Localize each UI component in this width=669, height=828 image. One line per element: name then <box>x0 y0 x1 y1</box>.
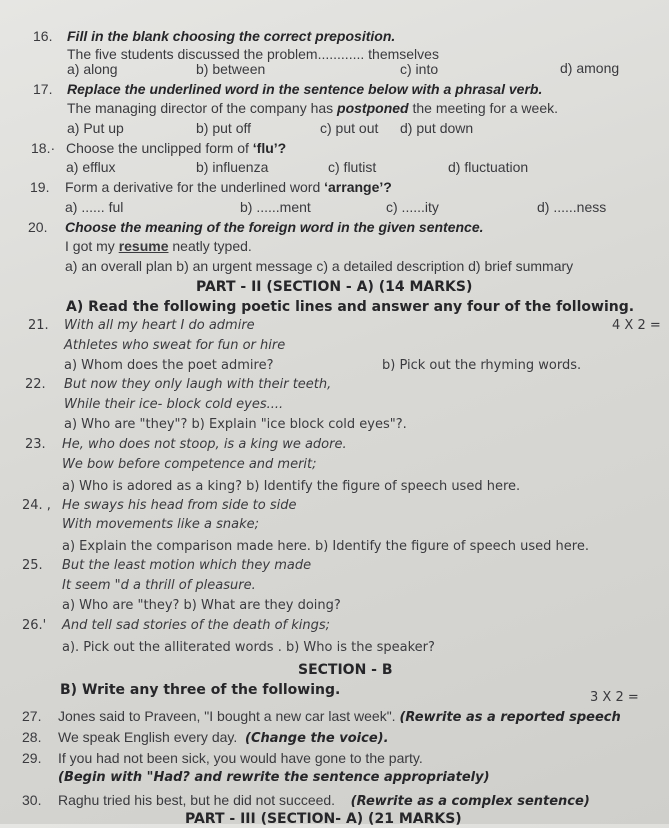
q24-number: 24. , <box>22 498 51 513</box>
section-b-instruction: B) Write any three of the following. <box>60 682 341 698</box>
q29-instruction: (Begin with "Had? and rewrite the sentence appropriately) <box>58 770 490 785</box>
q26-line-1: And tell sad stories of the death of kings; <box>62 618 331 633</box>
q18-number: 18.· <box>31 140 56 156</box>
q17-option-b: b) put off <box>196 120 252 136</box>
q19-prompt: Form a derivative for the underlined word <box>65 179 321 195</box>
q22-questions: a) Who are "they"? b) Explain "ice block cold eyes"?. <box>64 417 407 432</box>
part-2-heading: PART - II (SECTION - A) (14 MARKS) <box>196 279 473 295</box>
q17-option-c: c) put out <box>320 120 379 136</box>
q21-line-1: With all my heart I do admire <box>64 318 255 333</box>
q19-option-d: d) ......ness <box>537 199 607 215</box>
q20-s1: I got my <box>65 238 115 254</box>
q28-line <box>58 728 389 748</box>
q18-word: ‘flu’? <box>252 140 287 156</box>
q24-line-2: With movements like a snake; <box>62 517 260 532</box>
q17-option-d: d) put down <box>400 120 474 136</box>
section-a-instruction: A) Read the following poetic lines and answer any four of the following. <box>66 299 635 315</box>
q19-word: ‘arrange’? <box>324 179 392 195</box>
q21-question-a: a) Whom does the poet admire? <box>64 358 274 373</box>
q29-text: If you had not been sick, you would have gone to the party. <box>58 750 423 766</box>
q19-option-a: a) ...... ful <box>65 199 124 215</box>
q19-number: 19. <box>30 179 50 195</box>
q18-prompt: Choose the unclipped form of <box>66 140 249 156</box>
q30-line <box>58 791 590 811</box>
q19-option-b: b) ......ment <box>240 199 311 215</box>
q19-prompt-line <box>65 178 392 196</box>
q28-number: 28. <box>22 729 42 745</box>
q18-option-d: d) fluctuation <box>448 159 529 175</box>
q16-option-c: c) into <box>400 61 439 77</box>
q24-line-1: He sways his head from side to side <box>62 498 297 513</box>
q17-prompt: Replace the underlined word in the sentence below with a phrasal verb. <box>67 81 543 97</box>
q23-line-2: We bow before competence and merit; <box>62 457 317 472</box>
q20-number: 20. <box>28 219 48 235</box>
q18-option-b: b) influenza <box>196 159 269 175</box>
q30-text: Raghu tried his best, but he did not succeed. <box>58 792 336 808</box>
section-b-marks: 3 X 2 = <box>590 690 639 705</box>
q22-number: 22. <box>25 377 46 392</box>
q21-line-2: Athletes who sweat for fun or hire <box>64 338 286 353</box>
q28-instruction: (Change the voice). <box>245 731 389 746</box>
q18-option-c: c) flutist <box>328 159 377 175</box>
q29-number: 29. <box>22 750 42 766</box>
q30-number: 30. <box>22 792 42 808</box>
q16-option-b: b) between <box>196 61 266 77</box>
q28-text: We speak English every day. <box>58 729 238 745</box>
q23-number: 23. <box>25 437 46 452</box>
q17-word: postponed <box>337 100 409 116</box>
q25-line-2: It seem "d a thrill of pleasure. <box>62 578 256 593</box>
q26-questions: a). Pick out the alliterated words . b) Who is the speaker? <box>62 640 435 655</box>
q16-option-d: d) among <box>560 60 620 76</box>
q30-instruction: (Rewrite as a complex sentence) <box>350 794 590 809</box>
q22-line-1: But now they only laugh with their teeth, <box>64 377 332 392</box>
q16-option-a: a) along <box>67 61 118 77</box>
q27-text: Jones said to Praveen, "I bought a new car last week". <box>58 708 396 724</box>
section-a-marks: 4 X 2 = <box>612 318 661 333</box>
q23-line-1: He, who does not stoop, is a king we adore. <box>62 437 347 452</box>
q20-options: a) an overall plan b) an urgent message c) a detailed description d) brief summary <box>65 258 574 274</box>
q25-number: 25. <box>22 558 43 573</box>
q17-number: 17. <box>33 81 53 97</box>
q23-questions: a) Who is adored as a king? b) Identify the figure of speech used here. <box>62 479 521 494</box>
q21-question-b: b) Pick out the rhyming words. <box>382 358 582 373</box>
q16-number: 16. <box>33 28 53 44</box>
q24-questions: a) Explain the comparison made here. b) Identify the figure of speech used here. <box>62 539 589 554</box>
q17-s1: The managing director of the company has <box>67 100 334 116</box>
section-b-heading: SECTION - B <box>298 662 393 678</box>
q22-line-2: While their ice- block cold eyes.... <box>64 397 284 412</box>
q17-s2: the meeting for a week. <box>412 100 559 116</box>
q16-prompt: Fill in the blank choosing the correct preposition. <box>67 28 396 44</box>
q27-line <box>58 707 621 727</box>
q20-word: resume <box>118 238 169 254</box>
q27-number: 27. <box>22 708 42 724</box>
q20-prompt: Choose the meaning of the foreign word in the given sentence. <box>65 219 484 235</box>
q25-line-1: But the least motion which they made <box>62 558 312 573</box>
q27-instruction: (Rewrite as a reported speech <box>399 710 621 725</box>
q25-questions: a) Who are "they? b) What are they doing? <box>62 598 341 613</box>
q26-number: 26.' <box>22 618 47 633</box>
q17-option-a: a) Put up <box>67 120 124 136</box>
q19-option-c: c) ......ity <box>386 199 439 215</box>
q21-number: 21. <box>28 318 49 333</box>
q20-s2: neatly typed. <box>172 238 252 254</box>
part-3-heading: PART - III (SECTION- A) (21 MARKS) <box>185 811 462 827</box>
q17-sentence <box>67 99 558 117</box>
q20-sentence <box>65 237 252 255</box>
q18-option-a: a) efflux <box>66 159 116 175</box>
q16-sentence: The five students discussed the problem............ themselves <box>67 46 439 62</box>
q18-prompt-line <box>66 139 286 157</box>
